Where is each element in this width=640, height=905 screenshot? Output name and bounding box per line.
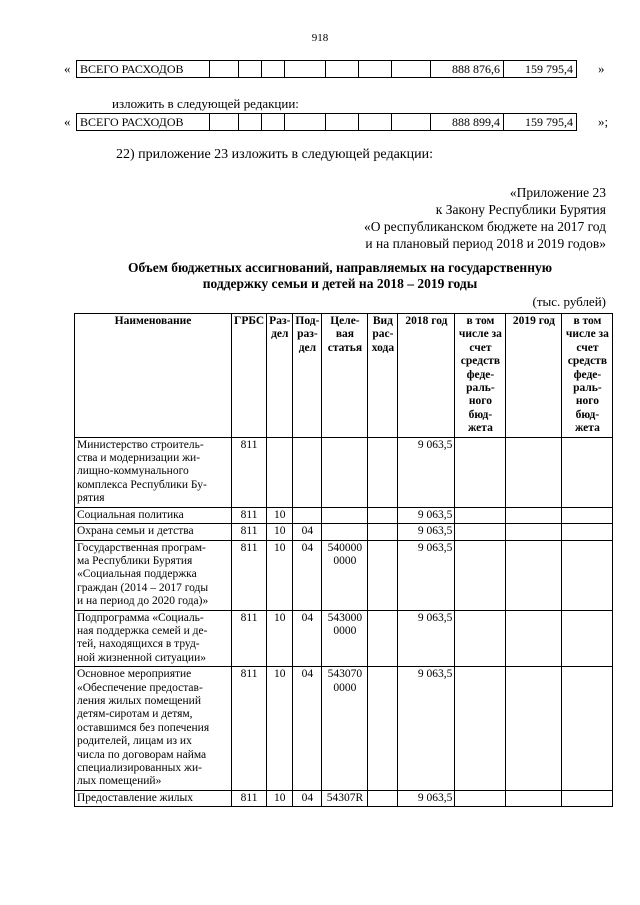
total-expenses-strip-new	[60, 113, 620, 131]
row-2019-federal	[562, 437, 613, 507]
header-2019: 2019 год	[506, 314, 562, 438]
row-podrazdel	[293, 437, 322, 507]
total-value-1: 888 899,4	[431, 114, 504, 131]
appendix-line-3: «О республиканском бюджете на 2017 год	[363, 219, 606, 234]
row-2019-federal	[562, 524, 613, 540]
item-22-text: 22) приложение 23 изложить в следующей редакции:	[116, 147, 433, 162]
header-podrazdel: Под- раз- дел	[293, 314, 322, 438]
row-2018: 9 063,5	[398, 790, 455, 806]
total-label: ВСЕГО РАСХОДОВ	[77, 114, 210, 131]
row-2019	[506, 437, 562, 507]
total-expenses-table-new	[76, 113, 577, 131]
row-grbs: 811	[232, 507, 267, 523]
appendix-line-4: и на плановый период 2018 и 2019 годов»	[365, 236, 606, 251]
row-name: Министерство строитель- ства и модернизации жи- лищно-коммунального комплекса Республики Бу- рятия	[75, 437, 232, 507]
row-2018-federal	[455, 790, 506, 806]
row-target-article	[322, 524, 368, 540]
row-target-article: 540000 0000	[322, 540, 368, 610]
row-grbs: 811	[232, 610, 267, 667]
row-podrazdel: 04	[293, 610, 322, 667]
row-name: Подпрограмма «Социаль- ная поддержка семей и де- тей, находящихся в труд- ной жизненной ситуации»	[75, 610, 232, 667]
total-expenses-table-old	[76, 60, 577, 78]
document-title	[60, 260, 620, 292]
row-expense-type	[368, 667, 398, 791]
row-razdel: 10	[267, 790, 293, 806]
row-podrazdel: 04	[293, 540, 322, 610]
total-value-2: 159 795,4	[504, 114, 577, 131]
row-grbs: 811	[232, 540, 267, 610]
row-target-article	[322, 507, 368, 523]
row-2018-federal	[455, 507, 506, 523]
row-2018: 9 063,5	[398, 610, 455, 667]
row-grbs: 811	[232, 790, 267, 806]
row-target-article	[322, 437, 368, 507]
row-2018: 9 063,5	[398, 437, 455, 507]
row-expense-type	[368, 610, 398, 667]
row-razdel: 10	[267, 540, 293, 610]
row-2019-federal	[562, 540, 613, 610]
row-expense-type	[368, 507, 398, 523]
table-row	[75, 610, 613, 667]
table-row	[75, 437, 613, 507]
row-2019	[506, 790, 562, 806]
row-expense-type	[368, 790, 398, 806]
units-label: (тыс. рублей)	[532, 294, 606, 309]
row-expense-type	[368, 437, 398, 507]
table-body	[75, 437, 613, 807]
header-grbs: ГРБС	[232, 314, 267, 438]
close-quote: »	[598, 61, 605, 76]
row-expense-type	[368, 524, 398, 540]
row-2018: 9 063,5	[398, 667, 455, 791]
row-name: Государственная програм- ма Республики Бурятия «Социальная поддержка граждан (2014 – 2017 годы и на период до 2020 года)»	[75, 540, 232, 610]
table-row	[75, 507, 613, 523]
row-grbs: 811	[232, 437, 267, 507]
title-line-1: Объем бюджетных ассигнований, направляемых на государственную	[127, 260, 553, 275]
total-label: ВСЕГО РАСХОДОВ	[77, 61, 210, 78]
row-razdel: 10	[267, 667, 293, 791]
row-2019-federal	[562, 667, 613, 791]
header-2018-federal: в том числе за счет средств феде- раль- ного бюд- жета	[455, 314, 506, 438]
row-razdel: 10	[267, 507, 293, 523]
row-2019	[506, 667, 562, 791]
header-2019-federal: в том числе за счет средств феде- раль- ного бюд- жета	[562, 314, 613, 438]
row-name: Предоставление жилых	[75, 790, 232, 806]
row-razdel: 10	[267, 524, 293, 540]
title-line-2: поддержку семьи и детей на 2018 – 2019 годы	[202, 276, 478, 291]
table-row	[75, 524, 613, 540]
row-razdel: 10	[267, 610, 293, 667]
row-expense-type	[368, 540, 398, 610]
row-2019	[506, 610, 562, 667]
total-value-2: 159 795,4	[504, 61, 577, 78]
row-podrazdel	[293, 507, 322, 523]
header-2018: 2018 год	[398, 314, 455, 438]
table-header-row	[75, 314, 613, 438]
page-number: 918	[311, 32, 329, 44]
row-2018-federal	[455, 540, 506, 610]
row-target-article: 543070 0000	[322, 667, 368, 791]
row-razdel	[267, 437, 293, 507]
close-quote: »;	[598, 114, 609, 129]
row-2018: 9 063,5	[398, 540, 455, 610]
row-podrazdel: 04	[293, 667, 322, 791]
row-grbs: 811	[232, 667, 267, 791]
row-grbs: 811	[232, 524, 267, 540]
row-target-article: 543000 0000	[322, 610, 368, 667]
appendix-line-1: «Приложение 23	[509, 185, 606, 200]
row-name: Охрана семьи и детства	[75, 524, 232, 540]
row-2019-federal	[562, 790, 613, 806]
row-2018-federal	[455, 610, 506, 667]
row-2019-federal	[562, 610, 613, 667]
header-name: Наименование	[75, 314, 232, 438]
table-row	[75, 667, 613, 791]
row-2019	[506, 540, 562, 610]
total-expenses-strip-old	[60, 60, 620, 78]
row-2018-federal	[455, 667, 506, 791]
appendix-header	[364, 184, 606, 252]
total-value-1: 888 876,6	[431, 61, 504, 78]
table-row	[75, 790, 613, 806]
row-2018-federal	[455, 524, 506, 540]
header-target-article: Целе- вая статья	[322, 314, 368, 438]
row-target-article: 54307R	[322, 790, 368, 806]
row-podrazdel: 04	[293, 524, 322, 540]
row-2019	[506, 507, 562, 523]
change-instruction: изложить в следующей редакции:	[112, 96, 299, 111]
appendix-line-2: к Закону Республики Бурятия	[435, 202, 606, 217]
row-2019-federal	[562, 507, 613, 523]
header-expense-type: Вид рас- хода	[368, 314, 398, 438]
table-row	[75, 540, 613, 610]
budget-table	[74, 313, 613, 807]
row-name: Основное мероприятие «Обеспечение предостав- ления жилых помещений детям-сиротам и детям, оставшимся без попечения родителей, лицам из их числа по договорам найма специализированных жи- лых помещений»	[75, 667, 232, 791]
row-name: Социальная политика	[75, 507, 232, 523]
header-razdel: Раз- дел	[267, 314, 293, 438]
row-2018-federal	[455, 437, 506, 507]
row-2018: 9 063,5	[398, 524, 455, 540]
row-2018: 9 063,5	[398, 507, 455, 523]
row-podrazdel: 04	[293, 790, 322, 806]
open-quote: «	[64, 114, 71, 129]
open-quote: «	[64, 61, 71, 76]
row-2019	[506, 524, 562, 540]
